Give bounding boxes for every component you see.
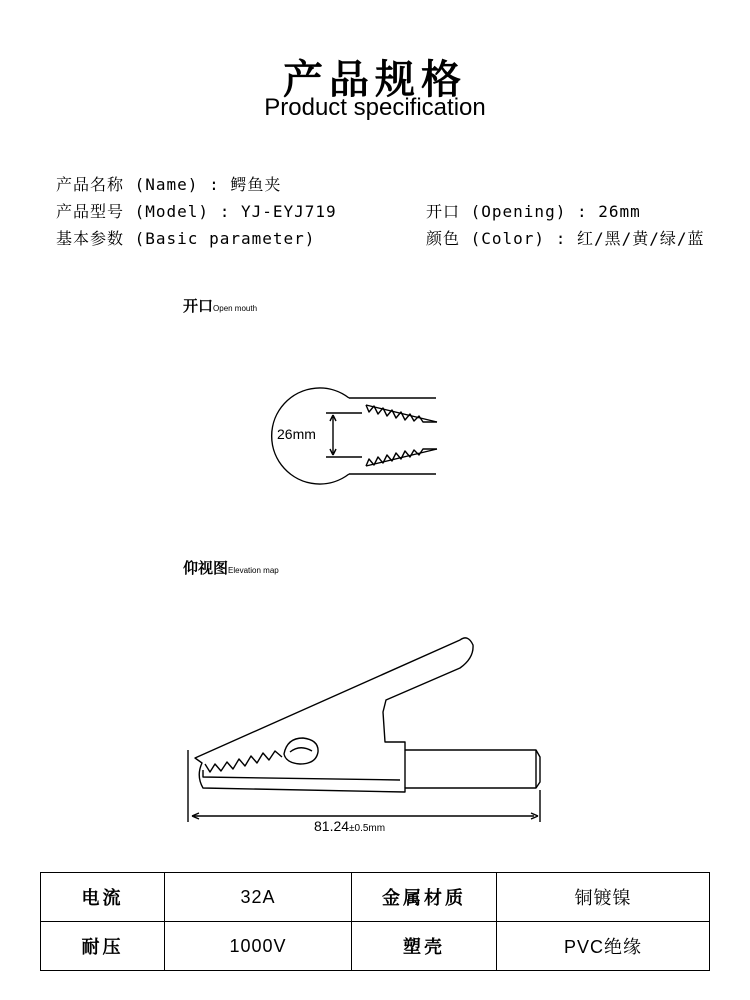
table-cell: 塑壳 — [352, 922, 497, 971]
clip-elevation-icon — [188, 638, 540, 822]
length-value: 81.24 — [314, 818, 350, 834]
table-cell: 电流 — [41, 873, 165, 922]
table-cell: 铜镀镍 — [497, 873, 710, 922]
open-mouth-detail-icon — [272, 388, 437, 484]
table-cell: PVC绝缘 — [497, 922, 710, 971]
elevation-subtitle: Elevation map — [228, 566, 279, 575]
opening-dimension-label: 26mm — [277, 426, 316, 442]
spec-basic-parameter: 基本参数 (Basic parameter) — [56, 229, 316, 248]
spec-color: 颜色 (Color) : 红/黑/黄/绿/蓝 — [426, 229, 705, 248]
spec-opening: 开口 (Opening) : 26mm — [426, 202, 641, 221]
table-row — [41, 922, 710, 971]
length-tolerance: ±0.5mm — [349, 823, 386, 834]
parameter-table — [40, 872, 710, 971]
table-cell: 32A — [165, 873, 352, 922]
table-cell: 金属材质 — [352, 873, 497, 922]
open-mouth-title: 开口 — [183, 297, 214, 315]
spec-model: 产品型号 (Model) : YJ-EYJ719 — [56, 202, 337, 221]
table-cell: 耐压 — [41, 922, 165, 971]
table-cell: 1000V — [165, 922, 352, 971]
page-subtitle: Product specification — [264, 94, 486, 121]
open-mouth-subtitle: Open mouth — [213, 304, 258, 313]
spec-name: 产品名称 (Name) : 鳄鱼夹 — [56, 175, 282, 194]
elevation-title: 仰视图 — [183, 559, 229, 577]
page-title: 产品规格 — [283, 56, 467, 103]
table-row — [41, 873, 710, 922]
